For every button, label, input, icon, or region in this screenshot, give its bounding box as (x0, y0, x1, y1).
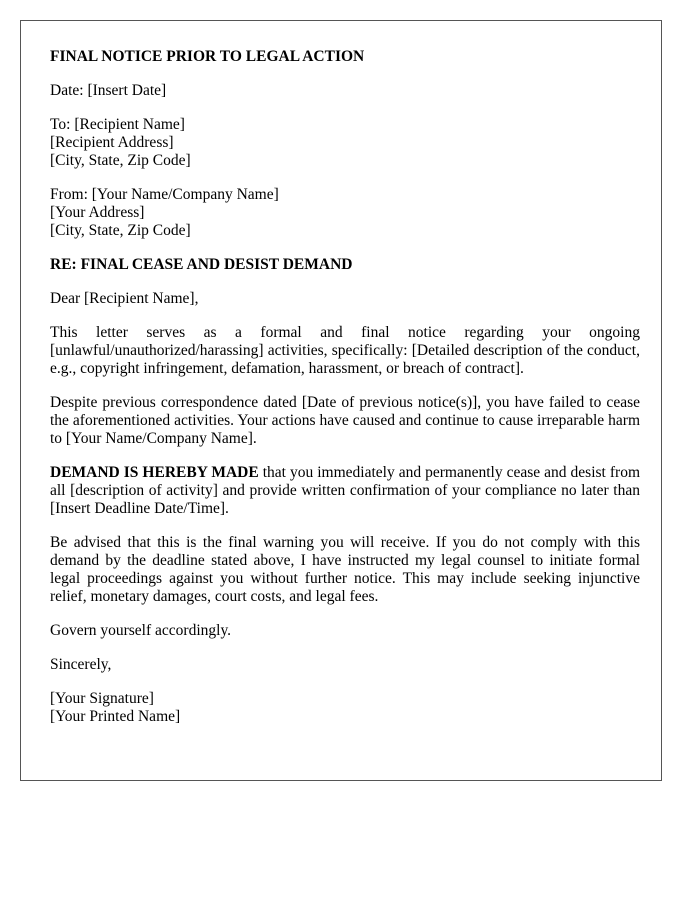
paragraph-previous-correspondence: Despite previous correspondence dated [Date of previous notice(s)], you have failed to cease the aforementioned activities. Your actions have caused and continue to cause irreparable harm to [Your Name/Company Name]. (50, 394, 640, 447)
date-line: Date: [Insert Date] (50, 82, 167, 99)
signature-block (50, 690, 640, 726)
recipient-block (50, 116, 640, 170)
recipient-address-line: [Recipient Address] (50, 134, 174, 151)
recipient-name-line: To: [Recipient Name] (50, 116, 185, 133)
salutation: Dear [Recipient Name], (50, 290, 199, 307)
printed-name-line: [Your Printed Name] (50, 708, 181, 725)
sender-name-line: From: [Your Name/Company Name] (50, 186, 279, 203)
subject-line: RE: FINAL CEASE AND DESIST DEMAND (50, 256, 353, 273)
demand-lead: DEMAND IS HEREBY MADE (50, 464, 259, 481)
paragraph-demand (50, 464, 640, 518)
paragraph-notice: This letter serves as a formal and final notice regarding your ongoing [unlawful/unauthorized/harassing] activities, specifically: [Detailed description of the conduct, e.g., copyright infringement, defamation, harassment, or breach of contract]. (50, 324, 640, 377)
paragraph-govern: Govern yourself accordingly. (50, 622, 232, 639)
sender-city-line: [City, State, Zip Code] (50, 222, 191, 239)
sender-block (50, 186, 640, 240)
recipient-city-line: [City, State, Zip Code] (50, 152, 191, 169)
demand-rest: that you immediately and permanently cease and desist from all [description of activity] and provide written confirmation of your compliance no later than [Insert Deadline Date/Time]. (50, 464, 641, 517)
paragraph-final-warning: Be advised that this is the final warning you will receive. If you do not comply with this demand by the deadline stated above, I have instructed my legal counsel to initiate formal legal proceedings against you without further notice. This may include seeking injunctive relief, monetary damages, court costs, and legal fees. (50, 534, 640, 605)
signature-line: [Your Signature] (50, 690, 154, 707)
closing: Sincerely, (50, 656, 112, 673)
letter-title: FINAL NOTICE PRIOR TO LEGAL ACTION (50, 48, 365, 65)
letter-page (20, 20, 662, 781)
letter-content (50, 48, 640, 742)
sender-address-line: [Your Address] (50, 204, 145, 221)
